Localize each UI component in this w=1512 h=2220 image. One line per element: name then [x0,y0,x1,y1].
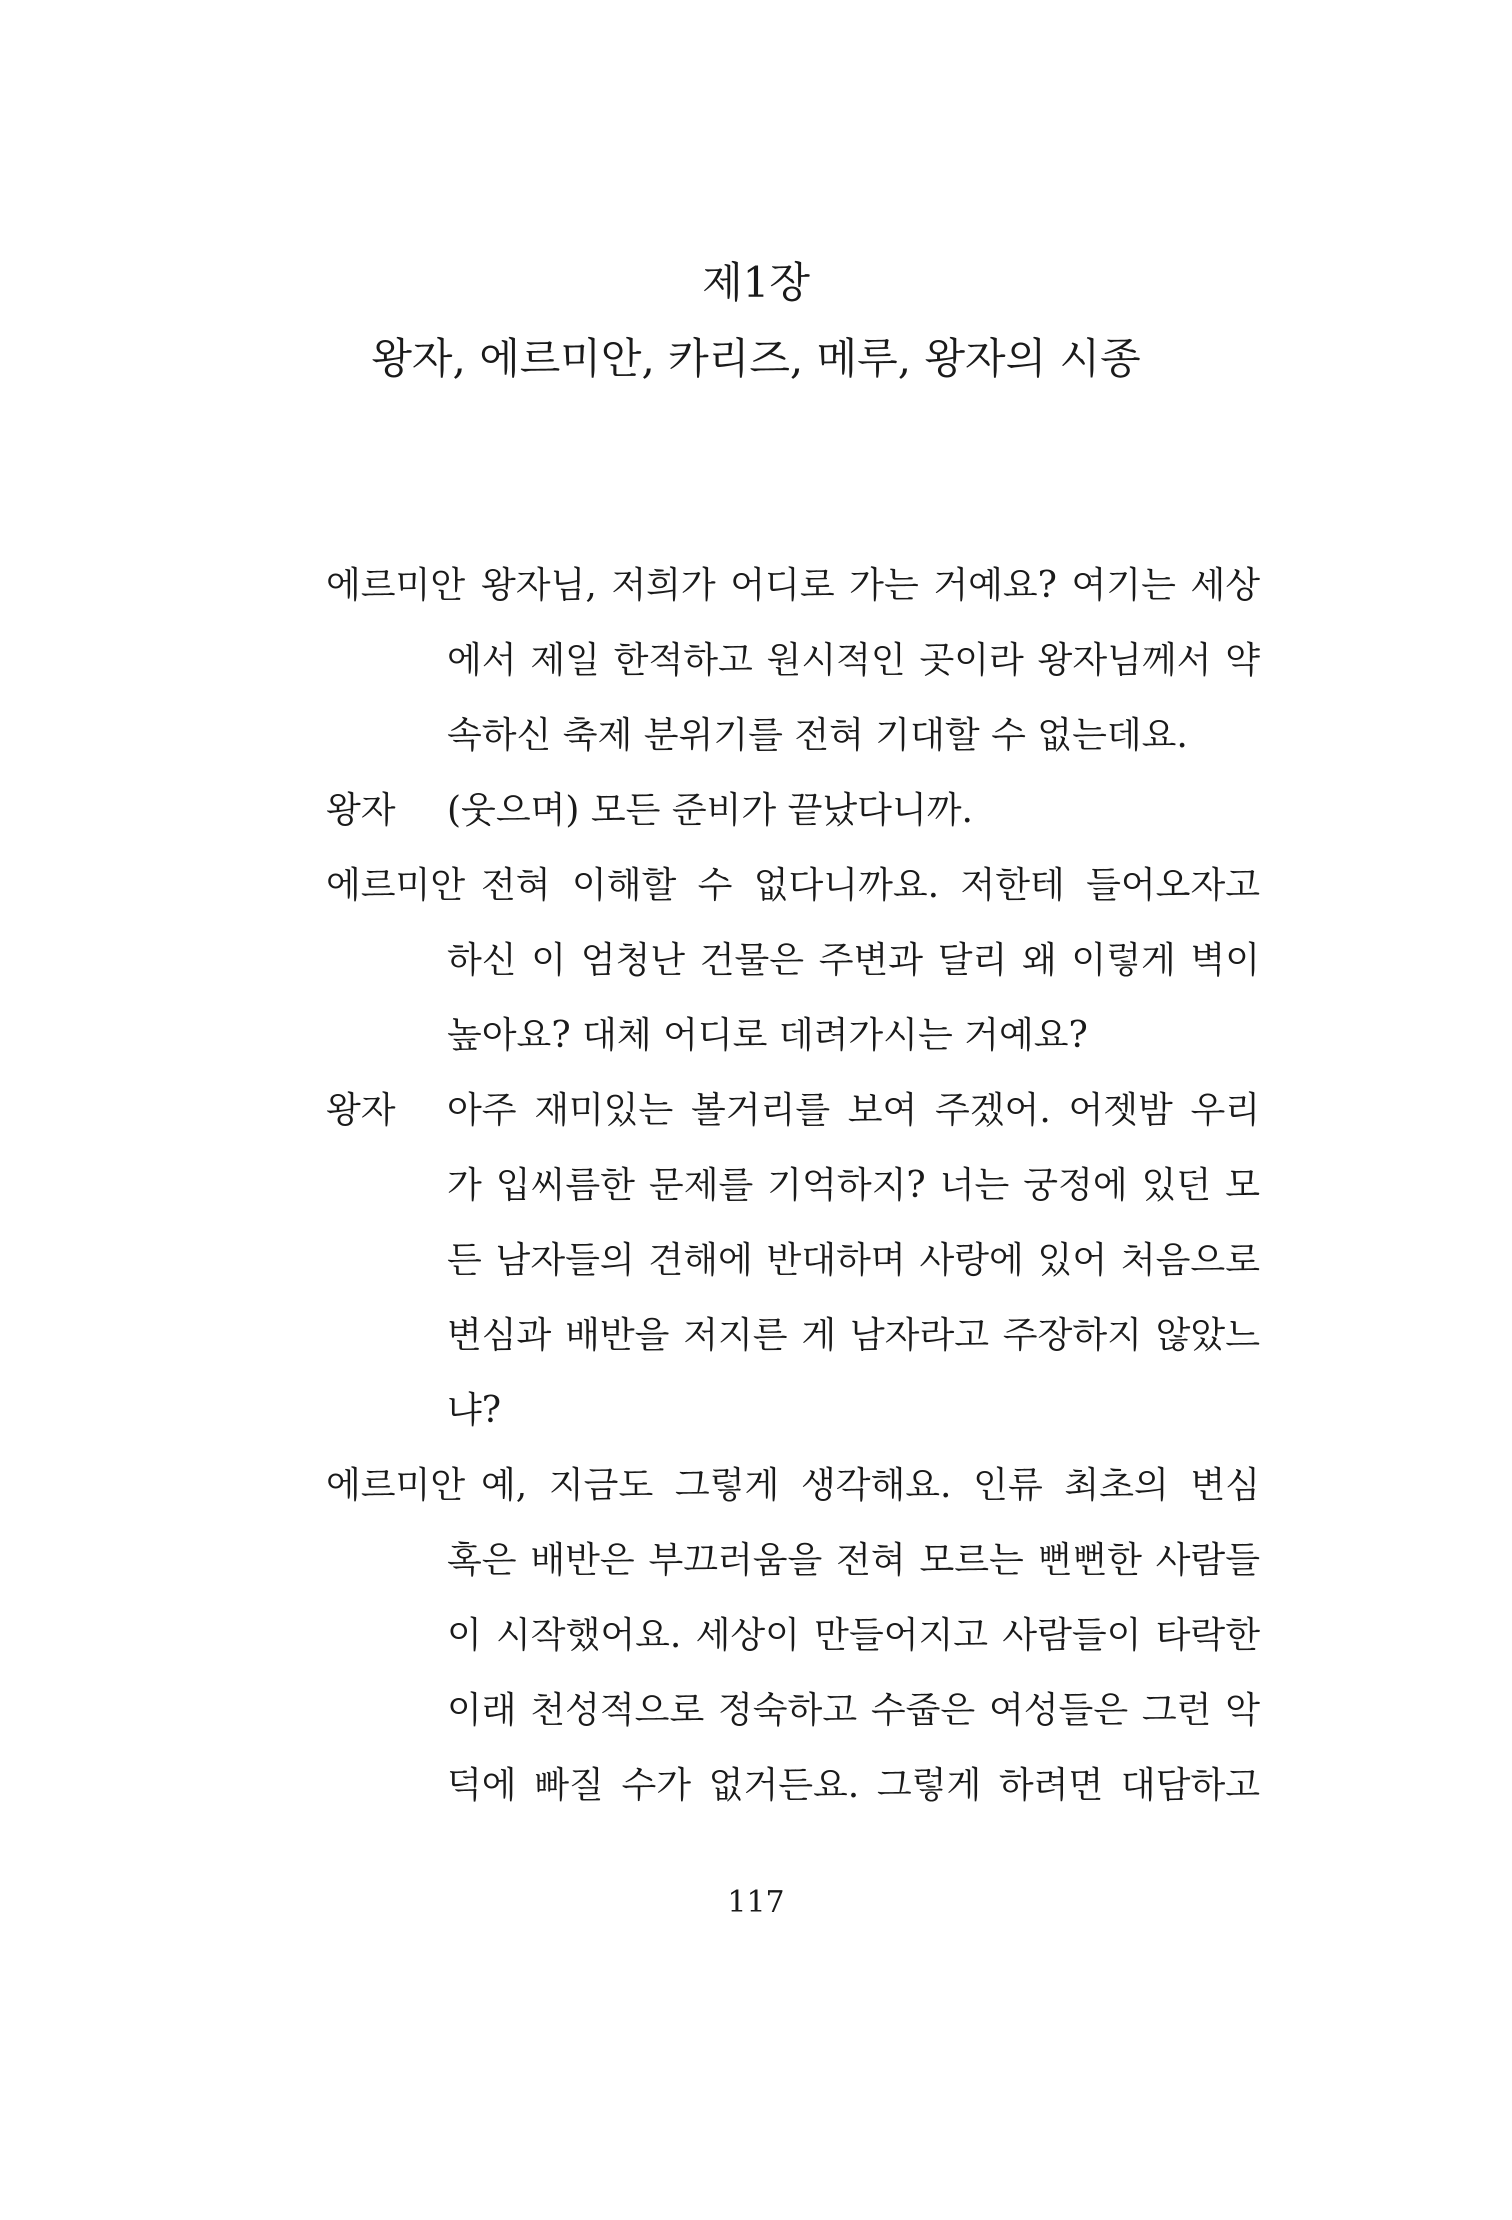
dialogue-line: 든 남자들의 견해에 반대하며 사랑에 있어 처음으로 [447,1240,1260,1281]
dialogue-line: 덕에 빠질 수가 없거든요. 그렇게 하려면 대담하고 [447,1765,1260,1806]
dialogue-line: 하신 이 엄청난 건물은 주변과 달리 왜 이렇게 벽이 [447,940,1260,981]
speaker-name: 에르미안 [326,565,466,606]
dialogue-line: 에서 제일 한적하고 원시적인 곳이라 왕자님께서 약 [447,640,1260,681]
speaker-name: 왕자 [326,790,396,831]
dialogue-line: 속하신 축제 분위기를 전혀 기대할 수 없는데요. [447,715,1188,756]
dialogue-line: 예, 지금도 그렇게 생각해요. 인류 최초의 변심 [481,1465,1260,1506]
dialogue-entry [326,548,1260,773]
scene-number: 제1장 [702,258,810,307]
dialogue-line: 이래 천성적으로 정숙하고 수줍은 여성들은 그런 악 [447,1690,1260,1731]
dialogue-line: 아주 재미있는 볼거리를 보여 주겠어. 어젯밤 우리 [447,1090,1260,1131]
dialogue-line: (웃으며) 모든 준비가 끝났다니까. [447,790,973,831]
dialogue-line: 왕자님, 저희가 어디로 가는 거예요? 여기는 세상 [481,565,1260,606]
dialogue-line: 높아요? 대체 어디로 데려가시는 거예요? [447,1015,1088,1056]
dialogue-line: 이 시작했어요. 세상이 만들어지고 사람들이 타락한 [447,1615,1260,1656]
dialogue-line: 냐? [447,1390,502,1431]
speaker-name: 에르미안 [326,865,466,906]
speaker-name: 왕자 [326,1090,396,1131]
script-body [326,548,1260,1823]
dialogue-line: 가 입씨름한 문제를 기억하지? 너는 궁정에 있던 모 [447,1165,1260,1206]
speaker-name: 에르미안 [326,1465,466,1506]
page-number: 117 [727,1885,785,1920]
scene-cast-list: 왕자, 에르미안, 카리즈, 메루, 왕자의 시종 [371,334,1141,383]
dialogue-entry [326,1448,1260,1823]
dialogue-line: 전혀 이해할 수 없다니까요. 저한테 들어오자고 [481,865,1260,906]
dialogue-entry [326,773,1260,848]
dialogue-entry [326,848,1260,1073]
dialogue-line: 혹은 배반은 부끄러움을 전혀 모르는 뻔뻔한 사람들 [447,1540,1260,1581]
dialogue-entry [326,1073,1260,1448]
dialogue-line: 변심과 배반을 저지른 게 남자라고 주장하지 않았느 [447,1315,1260,1356]
